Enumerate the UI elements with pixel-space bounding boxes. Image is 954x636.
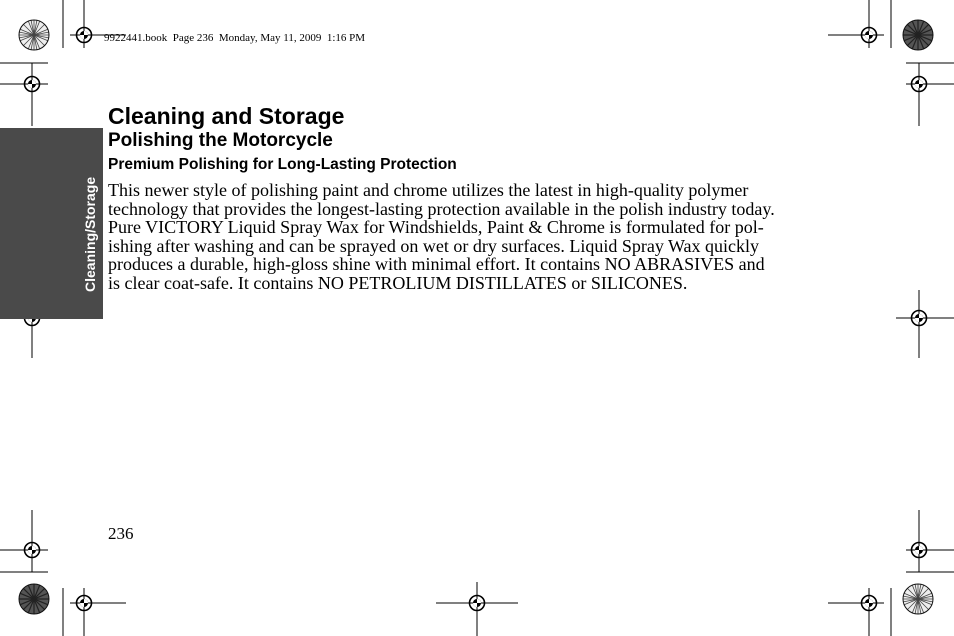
paragraph-line: This newer style of polishing paint and chrome utilizes the latest in high-quality polymer bbox=[108, 180, 749, 200]
print-slug: 9922441.book Page 236 Monday, May 11, 2009 1:16 PM bbox=[104, 32, 366, 44]
starburst-target-icon bbox=[19, 584, 49, 614]
starburst-target-icon bbox=[903, 584, 933, 614]
paragraph-line: technology that provides the longest-lasting protection available in the polish industry today. bbox=[108, 198, 775, 219]
starburst-target-icon bbox=[19, 20, 49, 50]
page-number: 236 bbox=[108, 524, 134, 543]
paragraph-line: ishing after washing and can be sprayed on wet or dry surfaces. Liquid Spray Wax quickly bbox=[108, 235, 760, 256]
starburst-target-icon bbox=[903, 20, 933, 50]
subsection-heading: Premium Polishing for Long-Lasting Protection bbox=[108, 156, 457, 173]
paragraph-line: produces a durable, high-gloss shine with minimal effort. It contains NO ABRASIVES and bbox=[108, 254, 765, 275]
page-title: Cleaning and Storage bbox=[108, 103, 345, 129]
section-heading: Polishing the Motorcycle bbox=[108, 130, 333, 151]
paragraph-line: Pure VICTORY Liquid Spray Wax for Windshields, Paint & Chrome is formulated for pol- bbox=[108, 217, 764, 238]
body-paragraph bbox=[108, 181, 838, 293]
paragraph-line: is clear coat-safe. It contains NO PETROLIUM DISTILLATES or SILICONES. bbox=[108, 272, 688, 293]
side-tab-label: Cleaning/Storage bbox=[82, 176, 98, 292]
